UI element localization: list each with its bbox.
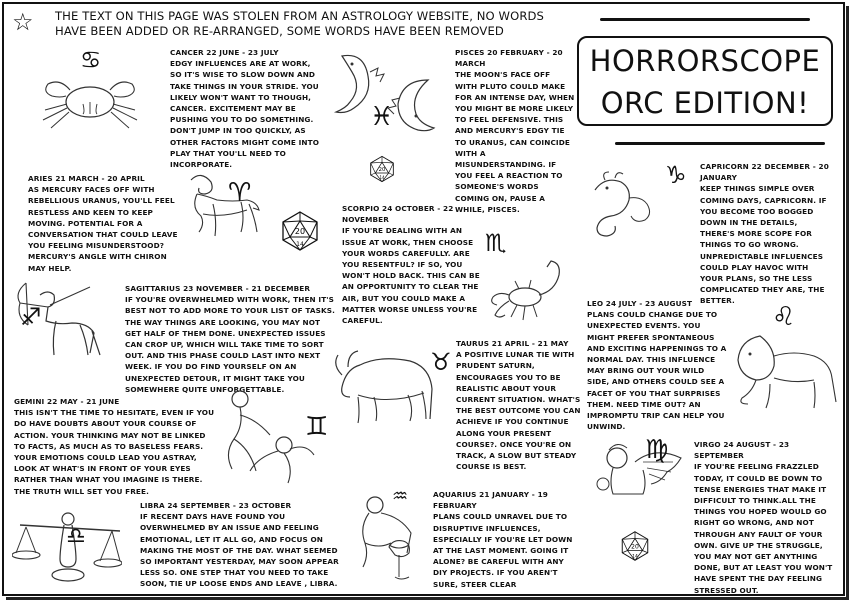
title-bottom-rule xyxy=(615,142,825,145)
aquarius-symbol-icon: ♒ xyxy=(392,486,408,507)
virgo-body: IF YOU'RE FEELING FRAZZLED TODAY, IT COULD BE DOWN TO TENSE ENERGIES THAT MAKE IT DIFFICULT TO THINK.ALL THE THINGS YOU HOPED WOULD GO RIGHT GO WRONG, AND NOT THROUGH ANY FAULT OF YOUR OWN. GIVE UP THE STRUGGLE, YOU MAY NOT GET ANYTHING DONE, BUT AT LEAST YOU WON'T HAVE SPENT THE DAY FEELING STRESSED OUT. xyxy=(694,462,833,595)
virgo-horoscope xyxy=(694,439,839,596)
gemini-body: THIS ISN'T THE TIME TO HESITATE, EVEN IF YOU DO HAVE DOUBTS ABOUT YOUR COURSE OF ACTION. YOUR THINKING MAY NOT BE LINKED TO FACTS, AS MUCH AS TO BASELESS FEARS. YOUR EMOTIONS COULD LEAD YOU ASTRAY, LOOK AT WHAT'S IN FRONT OF YOUR EYES RATHER THAN WHAT YOU IMAGINE IS THERE. THE TRUTH WILL SET YOU FREE. xyxy=(14,408,215,496)
capricorn-horoscope xyxy=(700,161,830,307)
d20-dice-icon xyxy=(280,210,320,252)
capricorn-symbol-icon: ♑ xyxy=(665,161,687,189)
taurus-heading: TAURUS 21 APRIL - 21 MAY xyxy=(456,339,569,348)
aquarius-heading: AQUARIUS 21 JANUARY - 19 FEBRUARY xyxy=(433,490,548,511)
leo-horoscope xyxy=(587,298,727,432)
cancer-horoscope xyxy=(170,47,320,170)
libra-horoscope xyxy=(140,500,345,590)
scorpio-horoscope xyxy=(342,203,482,326)
title-line-1: HORRORSCOPE xyxy=(589,44,821,78)
title-top-rule xyxy=(600,18,810,21)
bull-illustration xyxy=(330,345,440,430)
gemini-horoscope xyxy=(14,396,219,497)
scorpio-symbol-icon: ♏ xyxy=(485,229,507,257)
gemini-symbol-icon: ♊ xyxy=(305,412,329,442)
sagittarius-body: IF YOU'RE OVERWHELMED WITH WORK, THEN IT'S BEST NOT TO ADD MORE TO YOUR LIST OF TASKS. THE WAY THINGS ARE LOOKING, YOU MAY NOT GET HALF OF THEM DONE. UNEXPECTED ISSUES CAN CROP UP, WHICH WILL TAKE TIME TO SORT OUT. AND THIS PHASE COULD LAST INTO NEXT WEEK. IF YOU DO FIND YOURSELF ON AN UNEXPECTED DETOUR, IT MIGHT TAKE YOU SOMEWHERE QUITE UNFORGETTABLE. xyxy=(125,295,335,394)
capricorn-heading: CAPRICORN 22 DECEMBER - 20 JANUARY xyxy=(700,162,829,183)
aries-heading: ARIES 21 MARCH - 20 APRIL xyxy=(28,174,145,183)
aries-horoscope xyxy=(28,173,178,274)
pisces-horoscope xyxy=(455,47,575,215)
taurus-body: A POSITIVE LUNAR TIE WITH PRUDENT SATURN, ENCOURAGES YOU TO BE REALISTIC ABOUT YOUR CURRENT SITUATION. WHAT'S THE BEST OUTCOME YOU CAN ACHIEVE IF YOU CONTINUE ALONG YOUR PRESENT COURSE?. ONCE YOU'RE ON TRACK, A SLOW BUT STEADY COURSE IS BEST. xyxy=(456,350,581,472)
twins-illustration xyxy=(210,385,320,490)
sagittarius-horoscope xyxy=(125,283,335,395)
virgo-heading: VIRGO 24 AUGUST - 23 SEPTEMBER xyxy=(694,440,790,461)
pisces-body: THE MOON'S FACE OFF WITH PLUTO COULD MAKE FOR AN INTENSE DAY, WHEN YOU MIGHT BE MORE LIKELY TO FEEL DEFENSIVE. THIS AND MERCURY'S EDGY TIE TO URANUS, CAN COINCIDE WITH A MISUNDERSTANDING. IF YOU FEEL A REACTION TO SOMEONE'S WORDS COMING ON, PAUSE A WHILE, PISCES. xyxy=(455,70,575,214)
sagittarius-heading: SAGITTARIUS 23 NOVEMBER - 21 DECEMBER xyxy=(125,284,311,293)
lion-illustration xyxy=(730,330,840,420)
gemini-heading: GEMINI 22 MAY - 21 JUNE xyxy=(14,397,120,406)
pisces-heading: PISCES 20 FEBRUARY - 20 MARCH xyxy=(455,48,563,69)
crab-illustration xyxy=(25,70,155,130)
water-bearer-illustration xyxy=(355,495,430,585)
leo-heading: LEO 24 JULY - 23 AUGUST xyxy=(587,299,693,308)
cancer-heading: CANCER 22 JUNE - 23 JULY xyxy=(170,48,279,57)
cancer-symbol-icon: ♋ xyxy=(80,46,102,74)
libra-body: IF RECENT DAYS HAVE FOUND YOU OVERWHELMED BY AN ISSUE AND FEELING EMOTIONAL, LET IT ALL GO, AND FOCUS ON MAKING THE MOST OF THE DAY. WHAT SEEMED SO IMPORTANT YESTERDAY, MAY SOON APPEAR LESS SO. ONE STEP THAT YOU NEED TO TAKE SOON, TIE UP LOOSE ENDS AND LEAVE , LIBRA. xyxy=(140,512,339,589)
libra-heading: LIBRA 24 SEPTEMBER - 23 OCTOBER xyxy=(140,501,292,510)
star-outline-icon: ☆ xyxy=(12,8,34,36)
pisces-symbol-icon: ♓ xyxy=(370,102,394,132)
d20-dice-icon xyxy=(620,530,650,562)
scorpio-body: IF YOU'RE DEALING WITH AN ISSUE AT WORK, THEN CHOOSE YOUR WORDS CAREFULLY. ARE YOU RESENTFUL? IF SO, YOU WON'T HOLD BACK. THIS CAN BE AN OPPORTUNITY TO CLEAR THE AIR, BUT YOU COULD MAKE A MATTER WORSE UNLESS YOU'RE CAREFUL. xyxy=(342,226,480,326)
capricorn-body: KEEP THINGS SIMPLE OVER COMING DAYS, CAPRICORN. IF YOU BECOME TOO BOGGED DOWN IN THE DETAILS, THERE'S MORE SCOPE FOR THINGS TO GO WRONG. UNPREDICTABLE INFLUENCES COULD PLAY HAVOC WITH YOUR PLANS, SO THE LESS COMPLICATED THEY ARE, THE BETTER. xyxy=(700,184,827,306)
winged-maiden-illustration xyxy=(595,440,685,510)
aries-body: AS MERCURY FACES OFF WITH REBELLIOUS URANUS, YOU'LL FEEL RESTLESS AND KEEN TO KEEP MOVING. POTENTIAL FOR A CONVERSATION THAT COULD LEAVE YOU FEELING MISUNDERSTOOD? MERCURY'S ANGLE WITH CHIRON MAY HELP. xyxy=(28,185,178,273)
disclaimer-text: THE TEXT ON THIS PAGE WAS STOLEN FROM AN ASTROLOGY WEBSITE, NO WORDS HAVE BEEN ADDED OR RE-ARRANGED, SOME WORDS HAVE BEEN REMOVED xyxy=(55,9,544,38)
scorpion-illustration xyxy=(485,255,575,325)
sagittarius-symbol-icon: ♐ xyxy=(20,303,42,331)
aries-symbol-icon: ♈ xyxy=(228,178,252,208)
virgo-symbol-icon: ♍ xyxy=(645,435,669,465)
taurus-symbol-icon: ♉ xyxy=(430,348,452,376)
aquarius-body: PLANS COULD UNRAVEL DUE TO DISRUPTIVE INFLUENCES, ESPECIALLY IF YOU'RE LET DOWN AT THE LAST MOMENT. GOING IT ALONE? BE CAREFUL WITH ANY DIY PROJECTS. IF YOU AREN'T SURE, STEER CLEAR xyxy=(433,512,573,589)
leo-body: PLANS COULD CHANGE DUE TO UNEXPECTED EVENTS. YOU MIGHT PREFER SPONTANEOUS AND EXCITING HAPPENINGS TO A NORMAL DAY. THIS INFLUENCE MAY BRING OUT YOUR WILD SIDE, AND OTHERS COULD SEE A FACET OF YOU THAT SURPRISES THEM. NEED TIME OUT? AN IMPROMPTU TRIP CAN HELP YOU UNWIND. xyxy=(587,310,727,432)
sea-goat-illustration xyxy=(585,170,665,240)
scorpio-heading: SCORPIO 24 OCTOBER - 22 NOVEMBER xyxy=(342,204,454,225)
taurus-horoscope xyxy=(456,338,586,472)
title-line-2: ORC EDITION! xyxy=(600,86,810,120)
leo-symbol-icon: ♌ xyxy=(772,302,796,332)
aquarius-horoscope xyxy=(433,489,578,590)
cancer-body: EDGY INFLUENCES ARE AT WORK, SO IT'S WISE TO SLOW DOWN AND TAKE THINGS IN YOUR STRIDE. YOU LIKELY WON'T WANT TO THOUGH, CANCER. EXCITEMENT MAY BE PUSHING YOU TO DO SOMETHING. DON'T JUMP IN TOO QUICKLY, AS OTHER FACTORS MIGHT COME INTO PLAY THAT YOU'LL NEED TO INCORPORATE. xyxy=(170,59,320,170)
d20-dice-icon xyxy=(368,155,396,183)
libra-symbol-icon: ♎ xyxy=(66,524,86,549)
page-title xyxy=(577,36,833,126)
